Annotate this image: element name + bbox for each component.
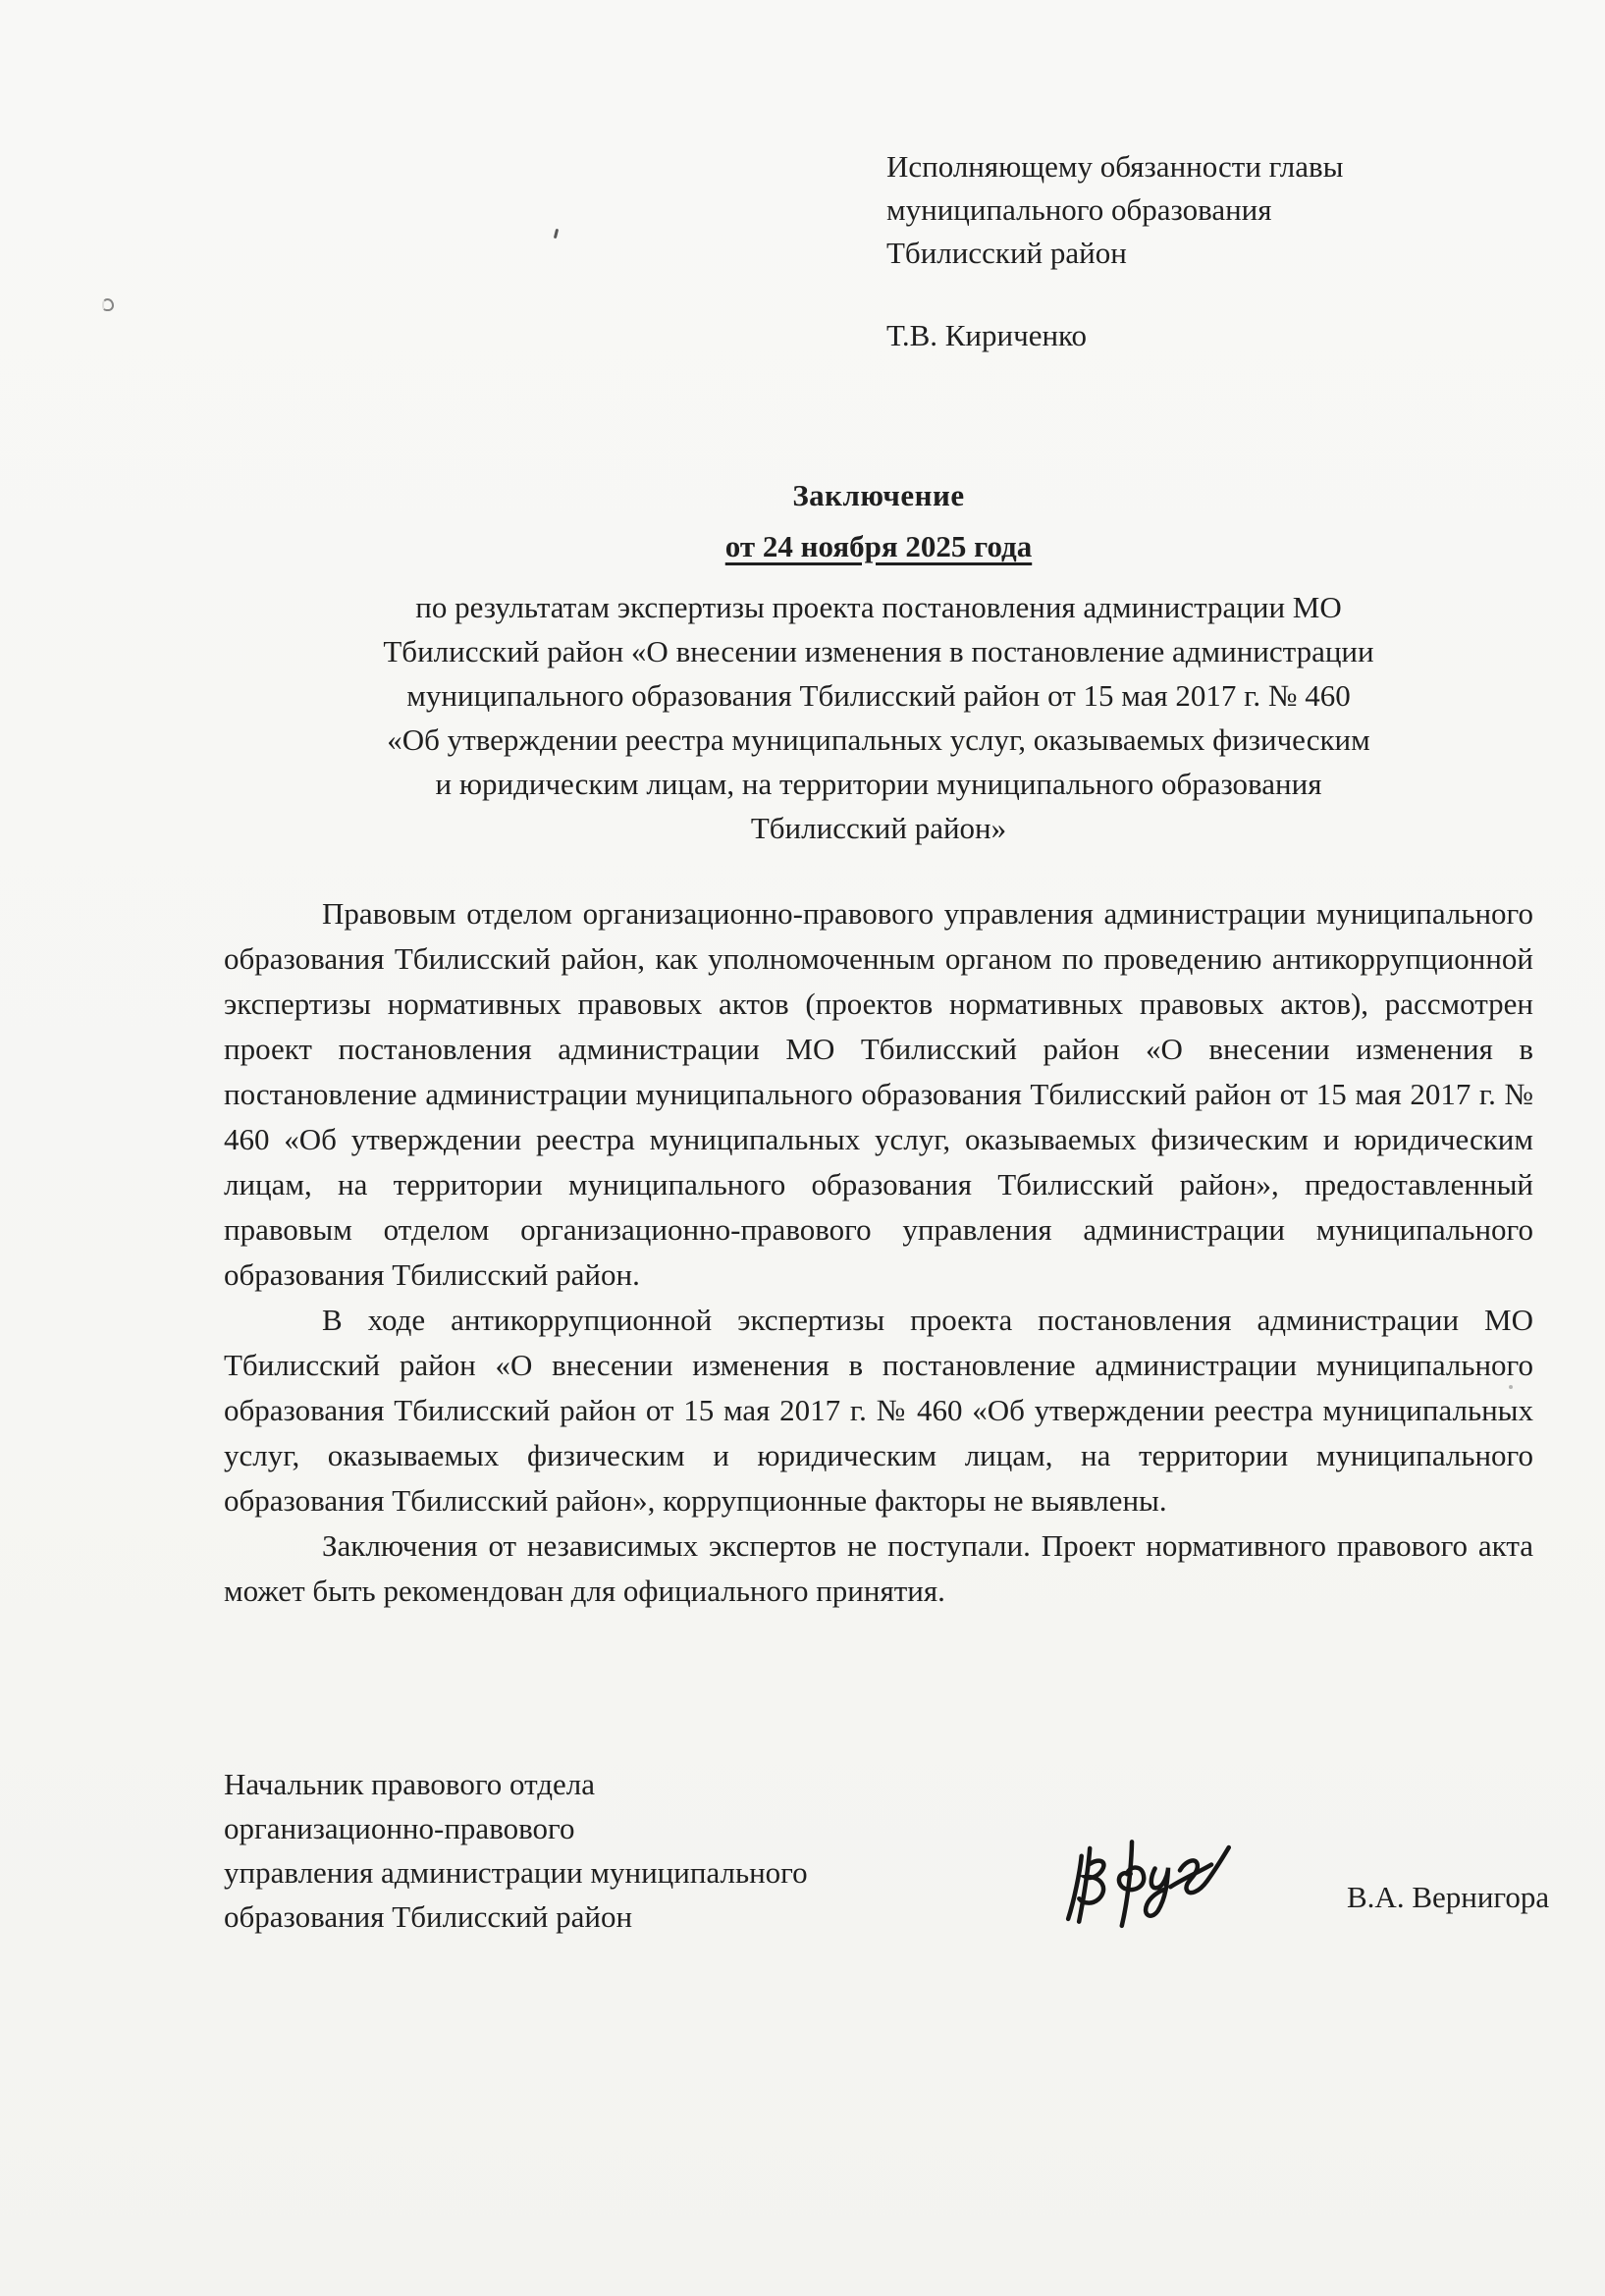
document-body xyxy=(224,891,1533,1614)
signer-position xyxy=(224,1762,1533,1939)
signer-position-line: Начальник правового отдела xyxy=(224,1767,596,1801)
subject-line: «Об утверждении реестра муниципальных услуг, оказываемых физическим xyxy=(387,722,1370,757)
recipient-line: Исполняющему обязанности главы xyxy=(886,149,1344,184)
body-paragraph: В ходе антикоррупционной экспертизы проекта постановления администрации МО Тбилисский район «О внесении изменения в постановление администрации муниципального образования Тбилисский район от 15 мая 2017 г. № 460 «Об утверждении реестра муниципальных услуг, оказываемых физическим и юридическим лицам, на территории муниципального образования Тбилисский район», коррупционные факторы не выявлены. xyxy=(224,1303,1533,1518)
subject-line: и юридическим лицам, на территории муниципального образования xyxy=(435,767,1322,801)
recipient-line: муниципального образования xyxy=(886,192,1272,227)
document-subject xyxy=(224,585,1533,850)
subject-line: Тбилисский район «О внесении изменения в постановление администрации xyxy=(383,634,1374,668)
signer-position-line: управления администрации муниципального xyxy=(224,1855,808,1890)
handwritten-signature-icon xyxy=(1052,1807,1237,1937)
subject-line: по результатам экспертизы проекта постановления администрации МО xyxy=(415,590,1342,624)
recipient-line: Тбилисский район xyxy=(886,236,1127,270)
body-paragraph: Заключения от независимых экспертов не поступали. Проект нормативного правового акта может быть рекомендован для официального принятия. xyxy=(224,1528,1533,1608)
signer-name: В.А. Вернигора xyxy=(1347,1880,1550,1914)
scan-speck xyxy=(1509,1385,1513,1389)
recipient-block xyxy=(886,145,1344,357)
subject-line: муниципального образования Тбилисский район от 15 мая 2017 г. № 460 xyxy=(406,678,1351,713)
title-block xyxy=(224,478,1533,850)
document-title: Заключение xyxy=(792,478,965,512)
document-date: от 24 ноября 2025 года xyxy=(724,529,1033,563)
scan-speck xyxy=(554,229,559,239)
recipient-name: Т.В. Кириченко xyxy=(886,318,1088,352)
subject-line: Тбилисский район» xyxy=(750,811,1007,845)
signer-position-line: образования Тбилисский район xyxy=(224,1899,633,1934)
signer-position-line: организационно-правового xyxy=(224,1811,575,1845)
signature-block xyxy=(224,1762,1550,1978)
body-paragraph: Правовым отделом организационно-правового управления администрации муниципального образования Тбилисский район, как уполномоченным органом по проведению антикоррупционной экспертизы нормативных правовых актов (проектов нормативных правовых актов), рассмотрен проект постановления администрации МО Тбилисский район «О внесении изменения в постановление администрации муниципального образования Тбилисский район от 15 мая 2017 г. № 460 «Об утверждении реестра муниципальных услуг, оказываемых физическим и юридическим лицам, на территории муниципального образования Тбилисский район», предоставленный правовым отделом организационно-правового управления администрации муниципального образования Тбилисский район. xyxy=(224,896,1533,1292)
scan-speck xyxy=(102,298,114,311)
